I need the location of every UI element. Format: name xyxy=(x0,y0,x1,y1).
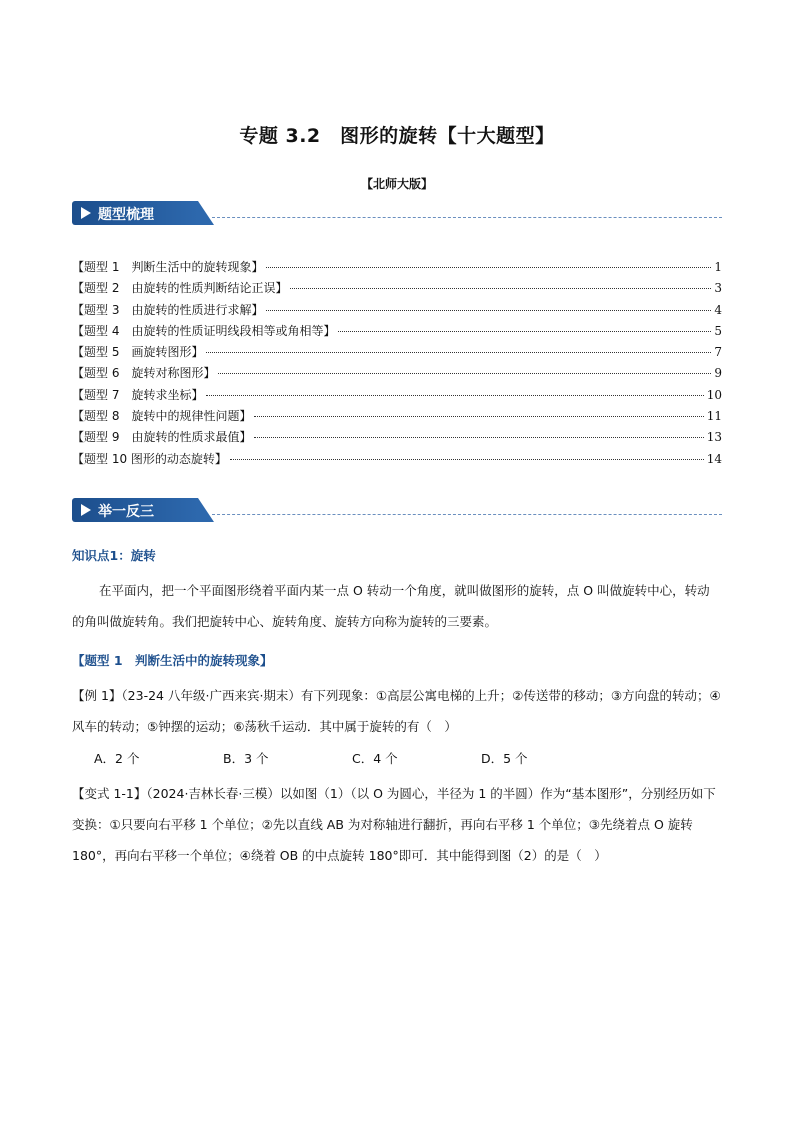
banner-tab xyxy=(72,201,198,225)
toc-entry-label: 【题型 5 画旋转图形】 xyxy=(72,345,204,360)
toc-page-number: 5 xyxy=(714,323,722,338)
toc-entry[interactable] xyxy=(72,450,722,471)
toc-page-number: 9 xyxy=(714,366,722,381)
section-banner-examples xyxy=(72,498,722,524)
toc-leader-dots xyxy=(266,267,711,268)
choice-b: B．3 个 xyxy=(223,751,269,766)
toc-entry-label: 【题型 9 由旋转的性质求最值】 xyxy=(72,430,252,445)
toc-page-number: 1 xyxy=(714,260,722,274)
toc-leader-dots xyxy=(338,331,711,332)
toc-entry-label: 【题型 10 图形的动态旋转】 xyxy=(72,451,227,466)
banner-tab xyxy=(72,498,198,522)
toc-page-number: 4 xyxy=(714,302,722,317)
example-1-text: 【例 1】（23-24 八年级·广西来宾·期末）有下列现象：①高层公寓电梯的上升；②传送带的移动；③方向盘的转动；④风车的转动；⑤钟摆的运动；⑥荡秋千运动．其中属于旋转的有（ ） xyxy=(72,688,721,734)
question-type-title: 【题型 1 判断生活中的旋转现象】 xyxy=(72,653,273,668)
toc-page-number: 14 xyxy=(706,451,722,466)
toc-leader-dots xyxy=(206,395,703,396)
toc-leader-dots xyxy=(254,437,703,438)
toc-entry-label: 【题型 4 由旋转的性质证明线段相等或角相等】 xyxy=(72,323,336,338)
banner-label: 题型梳理 xyxy=(98,207,154,223)
toc-page-number: 10 xyxy=(706,387,722,402)
document-title: 专题 3.2 图形的旋转【十大题型】 xyxy=(239,125,555,147)
toc-entry-label: 【题型 3 由旋转的性质进行求解】 xyxy=(72,302,264,317)
toc-entry-label: 【题型 1 判断生活中的旋转现象】 xyxy=(72,260,264,274)
toc-entry-label: 【题型 2 由旋转的性质判断结论正误】 xyxy=(72,281,288,296)
variant-1-1-text: 【变式 1-1】（2024·吉林长春·三模）以如图（1）（以 O 为圆心，半径为 1 的半圆）作为“基本图形”，分别经历如下变换：①只要向右平移 1 个单位；②先以直线 AB 为对称轴进行翻折，再向右平移 1 个单位；③先绕着点 O 旋转 180°，再向右平移一个单位；④绕着 OB 的中点旋转 180°即可．其中能得到图（2）的是（ ） xyxy=(72,786,716,863)
toc-leader-dots xyxy=(254,416,703,417)
knowledge-point-text: 在平面内，把一个平面图形绕着平面内某一点 O 转动一个角度，就叫做图形的旋转，点 O 叫做旋转中心，转动的角叫做旋转角。我们把旋转中心、旋转角度、旋转方向称为旋转的三要素。 xyxy=(72,583,710,629)
choice-d: D．5 个 xyxy=(481,751,528,766)
choice-c: C．4 个 xyxy=(352,751,398,766)
example-1-choices xyxy=(94,749,610,767)
toc-entry[interactable] xyxy=(72,301,722,322)
banner-dashed-line xyxy=(212,514,722,515)
banner-dashed-line xyxy=(212,217,722,218)
banner-label: 举一反三 xyxy=(98,504,154,520)
toc-page-number: 3 xyxy=(714,281,722,296)
toc-entry-label: 【题型 7 旋转求坐标】 xyxy=(72,387,204,402)
toc-entry[interactable] xyxy=(72,258,722,279)
table-of-contents xyxy=(72,258,722,471)
toc-leader-dots xyxy=(218,373,711,374)
toc-page-number: 13 xyxy=(706,430,722,445)
play-arrow-icon xyxy=(81,504,91,516)
toc-page-number: 11 xyxy=(706,409,722,424)
toc-entry[interactable] xyxy=(72,322,722,343)
edition-label: 【北师大版】 xyxy=(360,177,433,191)
toc-leader-dots xyxy=(290,288,711,289)
toc-entry[interactable] xyxy=(72,428,722,449)
toc-entry-label: 【题型 6 旋转对称图形】 xyxy=(72,366,216,381)
toc-entry[interactable] xyxy=(72,279,722,300)
toc-leader-dots xyxy=(230,459,704,460)
toc-entry-label: 【题型 8 旋转中的规律性问题】 xyxy=(72,409,252,424)
toc-leader-dots xyxy=(266,310,711,311)
choice-a: A．2 个 xyxy=(94,751,140,766)
section-banner-topic-list xyxy=(72,201,722,227)
knowledge-point-heading: 知识点1：旋转 xyxy=(72,548,156,563)
play-arrow-icon xyxy=(81,207,91,219)
toc-entry[interactable] xyxy=(72,407,722,428)
toc-entry[interactable] xyxy=(72,364,722,385)
toc-leader-dots xyxy=(206,352,711,353)
toc-entry[interactable] xyxy=(72,343,722,364)
toc-entry[interactable] xyxy=(72,386,722,407)
toc-page-number: 7 xyxy=(714,345,722,360)
